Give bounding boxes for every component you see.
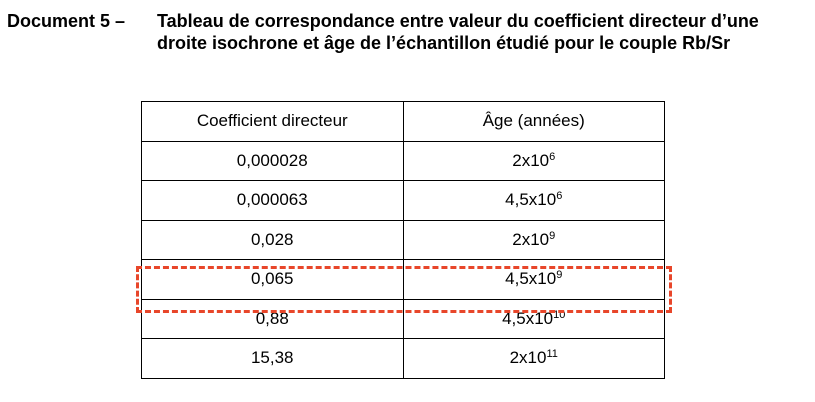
age-cell — [403, 220, 665, 260]
age-cell — [403, 260, 665, 300]
table-row — [142, 181, 665, 221]
table-row — [142, 339, 665, 379]
table-row — [142, 141, 665, 181]
age-cell — [403, 339, 665, 379]
age-base: 4,5x10 — [505, 190, 557, 210]
age-exponent: 9 — [549, 229, 556, 242]
age-base: 4,5x10 — [502, 308, 554, 328]
age-cell — [403, 299, 665, 339]
age-exponent: 10 — [553, 308, 566, 321]
coefficient-cell: 0,000063 — [142, 181, 404, 221]
age-base: 4,5x10 — [505, 269, 557, 289]
header-coefficient: Coefficient directeur — [142, 102, 404, 142]
table-row — [142, 220, 665, 260]
correspondence-table — [141, 101, 665, 379]
coefficient-cell: 15,38 — [142, 339, 404, 379]
document-label: Document 5 – — [7, 11, 126, 31]
coefficient-cell: 0,000028 — [142, 141, 404, 181]
age-base: 2x10 — [509, 348, 547, 368]
age-exponent: 11 — [546, 348, 558, 361]
document-title: Tableau de correspondance entre valeur du coefficient directeur d’une droite isochrone et âge de l’échantillon étudié pour le couple Rb/Sr — [157, 11, 759, 53]
age-base: 2x10 — [512, 150, 550, 170]
age-exponent: 6 — [556, 190, 563, 203]
age-base: 2x10 — [512, 229, 550, 249]
age-cell — [403, 181, 665, 221]
table-header-row — [142, 102, 665, 142]
coefficient-cell: 0,88 — [142, 299, 404, 339]
coefficient-cell: 0,028 — [142, 220, 404, 260]
age-exponent: 9 — [556, 269, 563, 282]
table-row-highlighted — [142, 260, 665, 300]
coefficient-cell: 0,065 — [142, 260, 404, 300]
age-exponent: 6 — [549, 150, 556, 163]
header-age: Âge (années) — [403, 102, 665, 142]
table-row — [142, 299, 665, 339]
age-cell — [403, 141, 665, 181]
